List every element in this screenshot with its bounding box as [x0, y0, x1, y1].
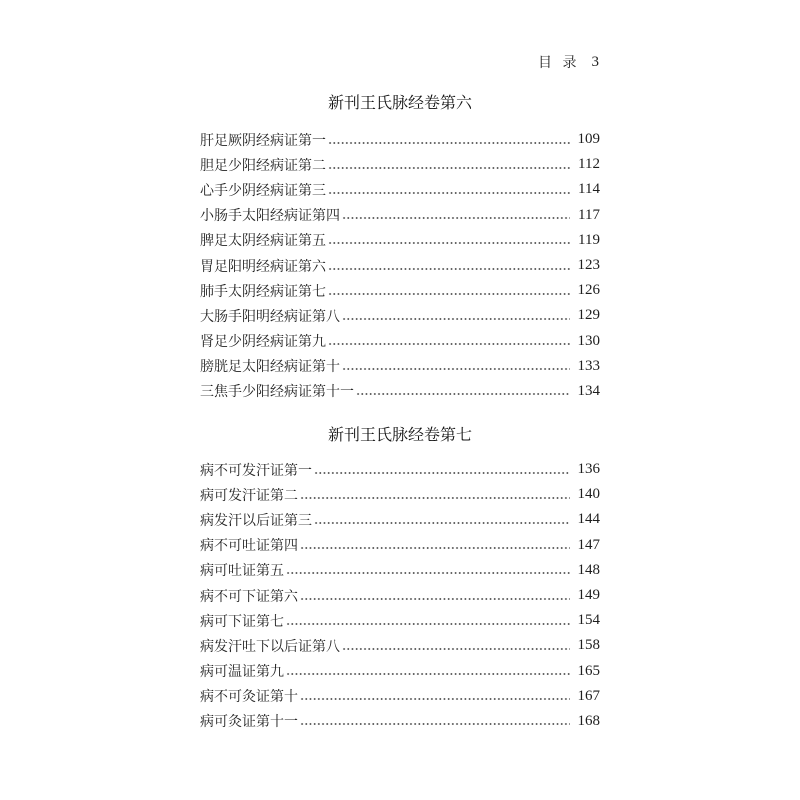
toc-entry-title: 肾足少阴经病证第九 [200, 334, 326, 351]
page-number: 3 [591, 53, 600, 70]
toc-entry-page: 136 [577, 461, 600, 478]
toc-entry[interactable] [200, 533, 600, 558]
toc-entry[interactable] [200, 507, 600, 532]
toc-entry[interactable] [200, 329, 600, 354]
toc-entry-page: 112 [578, 156, 600, 173]
toc-entry-page: 130 [577, 332, 600, 349]
toc-entry-page: 119 [578, 231, 600, 248]
dot-leader [314, 471, 570, 475]
toc-entry-title: 病可发汗证第二 [200, 487, 298, 504]
toc-entry[interactable] [200, 379, 600, 404]
toc-entry-page: 167 [577, 687, 600, 704]
toc-entry[interactable] [200, 709, 600, 734]
dot-leader [300, 697, 570, 701]
toc-entry-title: 病可灸证第十一 [200, 714, 298, 731]
toc-entry-page: 126 [577, 282, 600, 299]
toc-entry-title: 病发汗以后证第三 [200, 512, 312, 529]
toc-entry-title: 病不可下证第六 [200, 588, 298, 605]
toc-entry[interactable] [200, 608, 600, 633]
toc-entry-title: 病不可吐证第四 [200, 538, 298, 555]
toc-entry-title: 病不可发汗证第一 [200, 462, 312, 479]
toc-entry[interactable] [200, 659, 600, 684]
dot-leader [342, 647, 570, 651]
toc-entry[interactable] [200, 482, 600, 507]
toc-entry-title: 胃足阳明经病证第六 [200, 258, 326, 275]
toc-entry-title: 三焦手少阳经病证第十一 [200, 384, 354, 401]
toc-entry[interactable] [200, 684, 600, 709]
toc-entry-page: 109 [577, 131, 600, 148]
dot-leader [328, 241, 570, 245]
toc-entry-page: 134 [577, 382, 600, 399]
toc-entry[interactable] [200, 253, 600, 278]
dot-leader [300, 722, 570, 726]
toc-entry[interactable] [200, 203, 600, 228]
dot-leader [342, 317, 570, 321]
section-title: 新刊王氏脉经卷第六 [327, 93, 472, 112]
dot-leader [328, 141, 570, 145]
dot-leader [328, 292, 570, 296]
running-head [500, 52, 600, 72]
toc-entry-title: 病可温证第九 [200, 664, 284, 681]
toc-entry[interactable] [200, 633, 600, 658]
toc-entry-title: 肺手太阴经病证第七 [200, 283, 326, 300]
dot-leader [342, 367, 570, 371]
toc-entry-title: 膀胱足太阳经病证第十 [200, 359, 340, 376]
dot-leader [314, 521, 570, 525]
toc-entry-page: 123 [577, 257, 600, 274]
toc-entry-page: 149 [577, 587, 600, 604]
toc-list [200, 457, 600, 734]
dot-leader [328, 166, 570, 170]
toc-entry-page: 168 [577, 712, 600, 729]
dot-leader [328, 342, 570, 346]
toc-entry[interactable] [200, 278, 600, 303]
toc-entry-page: 144 [577, 511, 600, 528]
toc-list [200, 127, 600, 404]
toc-entry-title: 大肠手阳明经病证第八 [200, 308, 340, 325]
toc-entry[interactable] [200, 127, 600, 152]
toc-entry-title: 肝足厥阴经病证第一 [200, 132, 326, 149]
toc-entry-page: 148 [577, 561, 600, 578]
toc-entry[interactable] [200, 228, 600, 253]
section-title: 新刊王氏脉经卷第七 [327, 425, 472, 444]
toc-entry-page: 147 [577, 536, 600, 553]
toc-entry-page: 133 [577, 357, 600, 374]
toc-entry-page: 158 [577, 637, 600, 654]
dot-leader [328, 191, 570, 195]
toc-entry-title: 小肠手太阳经病证第四 [200, 208, 340, 225]
toc-entry[interactable] [200, 354, 600, 379]
toc-entry[interactable] [200, 457, 600, 482]
toc-entry-page: 140 [577, 486, 600, 503]
dot-leader [356, 392, 570, 396]
dot-leader [286, 672, 570, 676]
toc-entry[interactable] [200, 152, 600, 177]
toc-entry-title: 病不可灸证第十 [200, 689, 298, 706]
toc-entry-title: 病发汗吐下以后证第八 [200, 638, 340, 655]
toc-entry-title: 病可吐证第五 [200, 563, 284, 580]
toc-entry[interactable] [200, 558, 600, 583]
toc-entry-page: 117 [578, 206, 600, 223]
dot-leader [328, 267, 570, 271]
dot-leader [300, 597, 570, 601]
toc-entry-title: 心手少阴经病证第三 [200, 182, 326, 199]
running-head-label: 目 录 [538, 55, 578, 71]
toc-entry[interactable] [200, 177, 600, 202]
toc-entry[interactable] [200, 303, 600, 328]
toc-entry-page: 114 [578, 181, 600, 198]
toc-entry[interactable] [200, 583, 600, 608]
dot-leader [300, 496, 570, 500]
dot-leader [342, 216, 570, 220]
toc-entry-title: 病可下证第七 [200, 613, 284, 630]
dot-leader [286, 571, 570, 575]
dot-leader [300, 546, 570, 550]
toc-entry-title: 脾足太阴经病证第五 [200, 233, 326, 250]
toc-entry-title: 胆足少阳经病证第二 [200, 157, 326, 174]
dot-leader [286, 622, 570, 626]
toc-entry-page: 154 [577, 612, 600, 629]
toc-entry-page: 129 [577, 307, 600, 324]
toc-entry-page: 165 [577, 662, 600, 679]
